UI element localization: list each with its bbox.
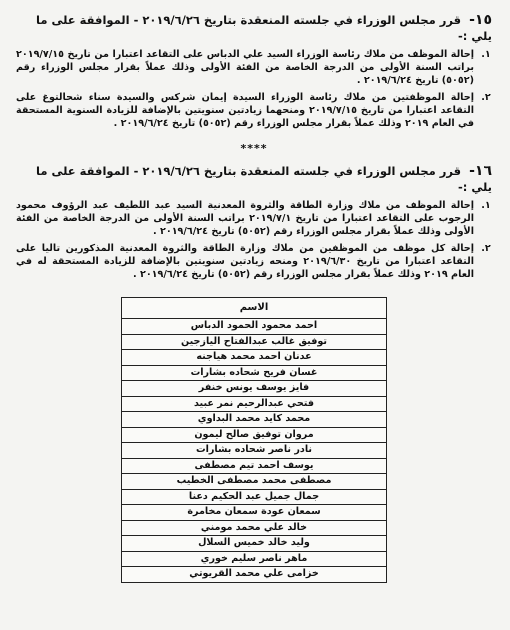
name-cell: توفيق غالب عبدالفتاح اليازجين xyxy=(122,334,387,350)
separator: **** xyxy=(240,142,268,155)
item-number: ٢. xyxy=(481,243,491,254)
table-row xyxy=(122,489,387,505)
decision-list xyxy=(16,48,492,130)
section-heading xyxy=(16,12,492,44)
name-cell: سمعان عودة سمعان مخامرة xyxy=(122,505,387,521)
name-cell: نادر ناصر شحاده بشارات xyxy=(122,443,387,459)
name-cell: مروان توفيق صالح ليمون xyxy=(122,427,387,443)
table-row xyxy=(122,520,387,536)
name-cell: فايز يوسف يونس خنفر xyxy=(122,381,387,397)
section-15 xyxy=(16,12,492,130)
name-cell: خالد علي محمد مومني xyxy=(122,520,387,536)
section-number: ١٥- xyxy=(469,12,492,28)
name-cell: فتحي عبدالرحيم نمر عبيد xyxy=(122,396,387,412)
name-cell: وليد خالد خميس السلال xyxy=(122,536,387,552)
section-heading-text: قرر مجلس الوزراء في جلسته المنعقدة بتاريخ ٢٠١٩/٦/٢٦ - الموافقة على ما يلي :- xyxy=(36,164,492,194)
list-item xyxy=(16,242,492,281)
table-row xyxy=(122,458,387,474)
table-row xyxy=(122,443,387,459)
list-item xyxy=(16,48,492,87)
names-table xyxy=(121,297,387,583)
name-cell: يوسف احمد تيم مصطفى xyxy=(122,458,387,474)
item-text: إحالة الموظفتين من ملاك رئاسة الوزراء السيدة إيمان شركس والسيدة سناء شحالتوغ على التقاعد اعتبارا من تاريخ ٢٠١٩/٧/١٥ ومنحهما زيادتين سنويتين بالإضافة للزيادة السنوية المستحقة في العام ٢٠١٩ وذلك عملاً بقرار مجلس الوزراء رقم (٥٠٥٢) تاريخ ٢٠١٩/٦/٢٤ . xyxy=(16,92,474,129)
item-text: إحالة الموظف من ملاك رئاسة الوزراء السيد علي الدباس على التقاعد اعتبارا من تاريخ ٢٠١٩/٧/١٥ براتب السنة الأولى من الدرجة الخاصة من الفئة الأولى وذلك عملاً بقرار مجلس الوزراء رقم (٥٠٥٢) تاريخ ٢٠١٩/٦/٢٤ . xyxy=(16,49,474,86)
section-heading xyxy=(16,163,492,195)
table-row xyxy=(122,536,387,552)
section-16 xyxy=(16,163,492,281)
item-text: إحالة كل موظف من الموظفين من ملاك وزارة الطاقة والثروة المعدنية المذكورين تاليا على التقاعد اعتبارا من تاريخ ٢٠١٩/٦/٣٠ ومنحه زيادتين سنويتين بالإضافة للزيادة المستحقة له في العام ٢٠١٩ وذلك عملاً بقرار مجلس الوزراء رقم (٥٠٥٢) تاريخ ٢٠١٩/٦/٢٤ . xyxy=(16,243,474,280)
list-item xyxy=(16,199,492,238)
name-cell: ماهر ناصر سليم خوري xyxy=(122,551,387,567)
table-row xyxy=(122,334,387,350)
table-row xyxy=(122,350,387,366)
table-row xyxy=(122,319,387,335)
table-row xyxy=(122,551,387,567)
item-number: ١. xyxy=(481,49,491,60)
name-cell: احمد محمود الحمود الدباس xyxy=(122,319,387,335)
table-row xyxy=(122,474,387,490)
item-number: ٢. xyxy=(481,92,491,103)
section-number: ١٦- xyxy=(469,163,492,179)
table-row xyxy=(122,412,387,428)
decision-list xyxy=(16,199,492,281)
column-header-name: الاسم xyxy=(122,298,387,319)
section-heading-text: قرر مجلس الوزراء في جلسته المنعقدة بتاريخ ٢٠١٩/٦/٢٦ - الموافقة على ما يلي :- xyxy=(36,13,492,43)
name-cell: مصطفى محمد مصطفى الخطيب xyxy=(122,474,387,490)
name-cell: جمال جميل عبد الحكيم دعنا xyxy=(122,489,387,505)
table-row xyxy=(122,505,387,521)
name-cell: عدنان احمد محمد هياجنه xyxy=(122,350,387,366)
table-row xyxy=(122,567,387,583)
table-row xyxy=(122,427,387,443)
table-row xyxy=(122,381,387,397)
table-row xyxy=(122,365,387,381)
item-text: إحالة الموظف من ملاك وزارة الطاقة والثروة المعدنية السيد عبد اللطيف عبد الرؤوف محمود الرجوب على التقاعد اعتبارا من تاريخ ٢٠١٩/٧/١ براتب السنة الأولى من الدرجة الخاصة من الفئة الأولى وذلك عملاً بقرار مجلس الوزراء رقم (٥٠٥٢) تاريخ ٢٠١٩/٦/٢٤ . xyxy=(16,200,474,237)
table-row xyxy=(122,396,387,412)
name-cell: محمد كايد محمد البداوي xyxy=(122,412,387,428)
table-header-row xyxy=(122,298,387,319)
name-cell: غسان فريح شحاده بشارات xyxy=(122,365,387,381)
item-number: ١. xyxy=(481,200,491,211)
list-item xyxy=(16,91,492,130)
name-cell: خزامى علي محمد القريوتي xyxy=(122,567,387,583)
